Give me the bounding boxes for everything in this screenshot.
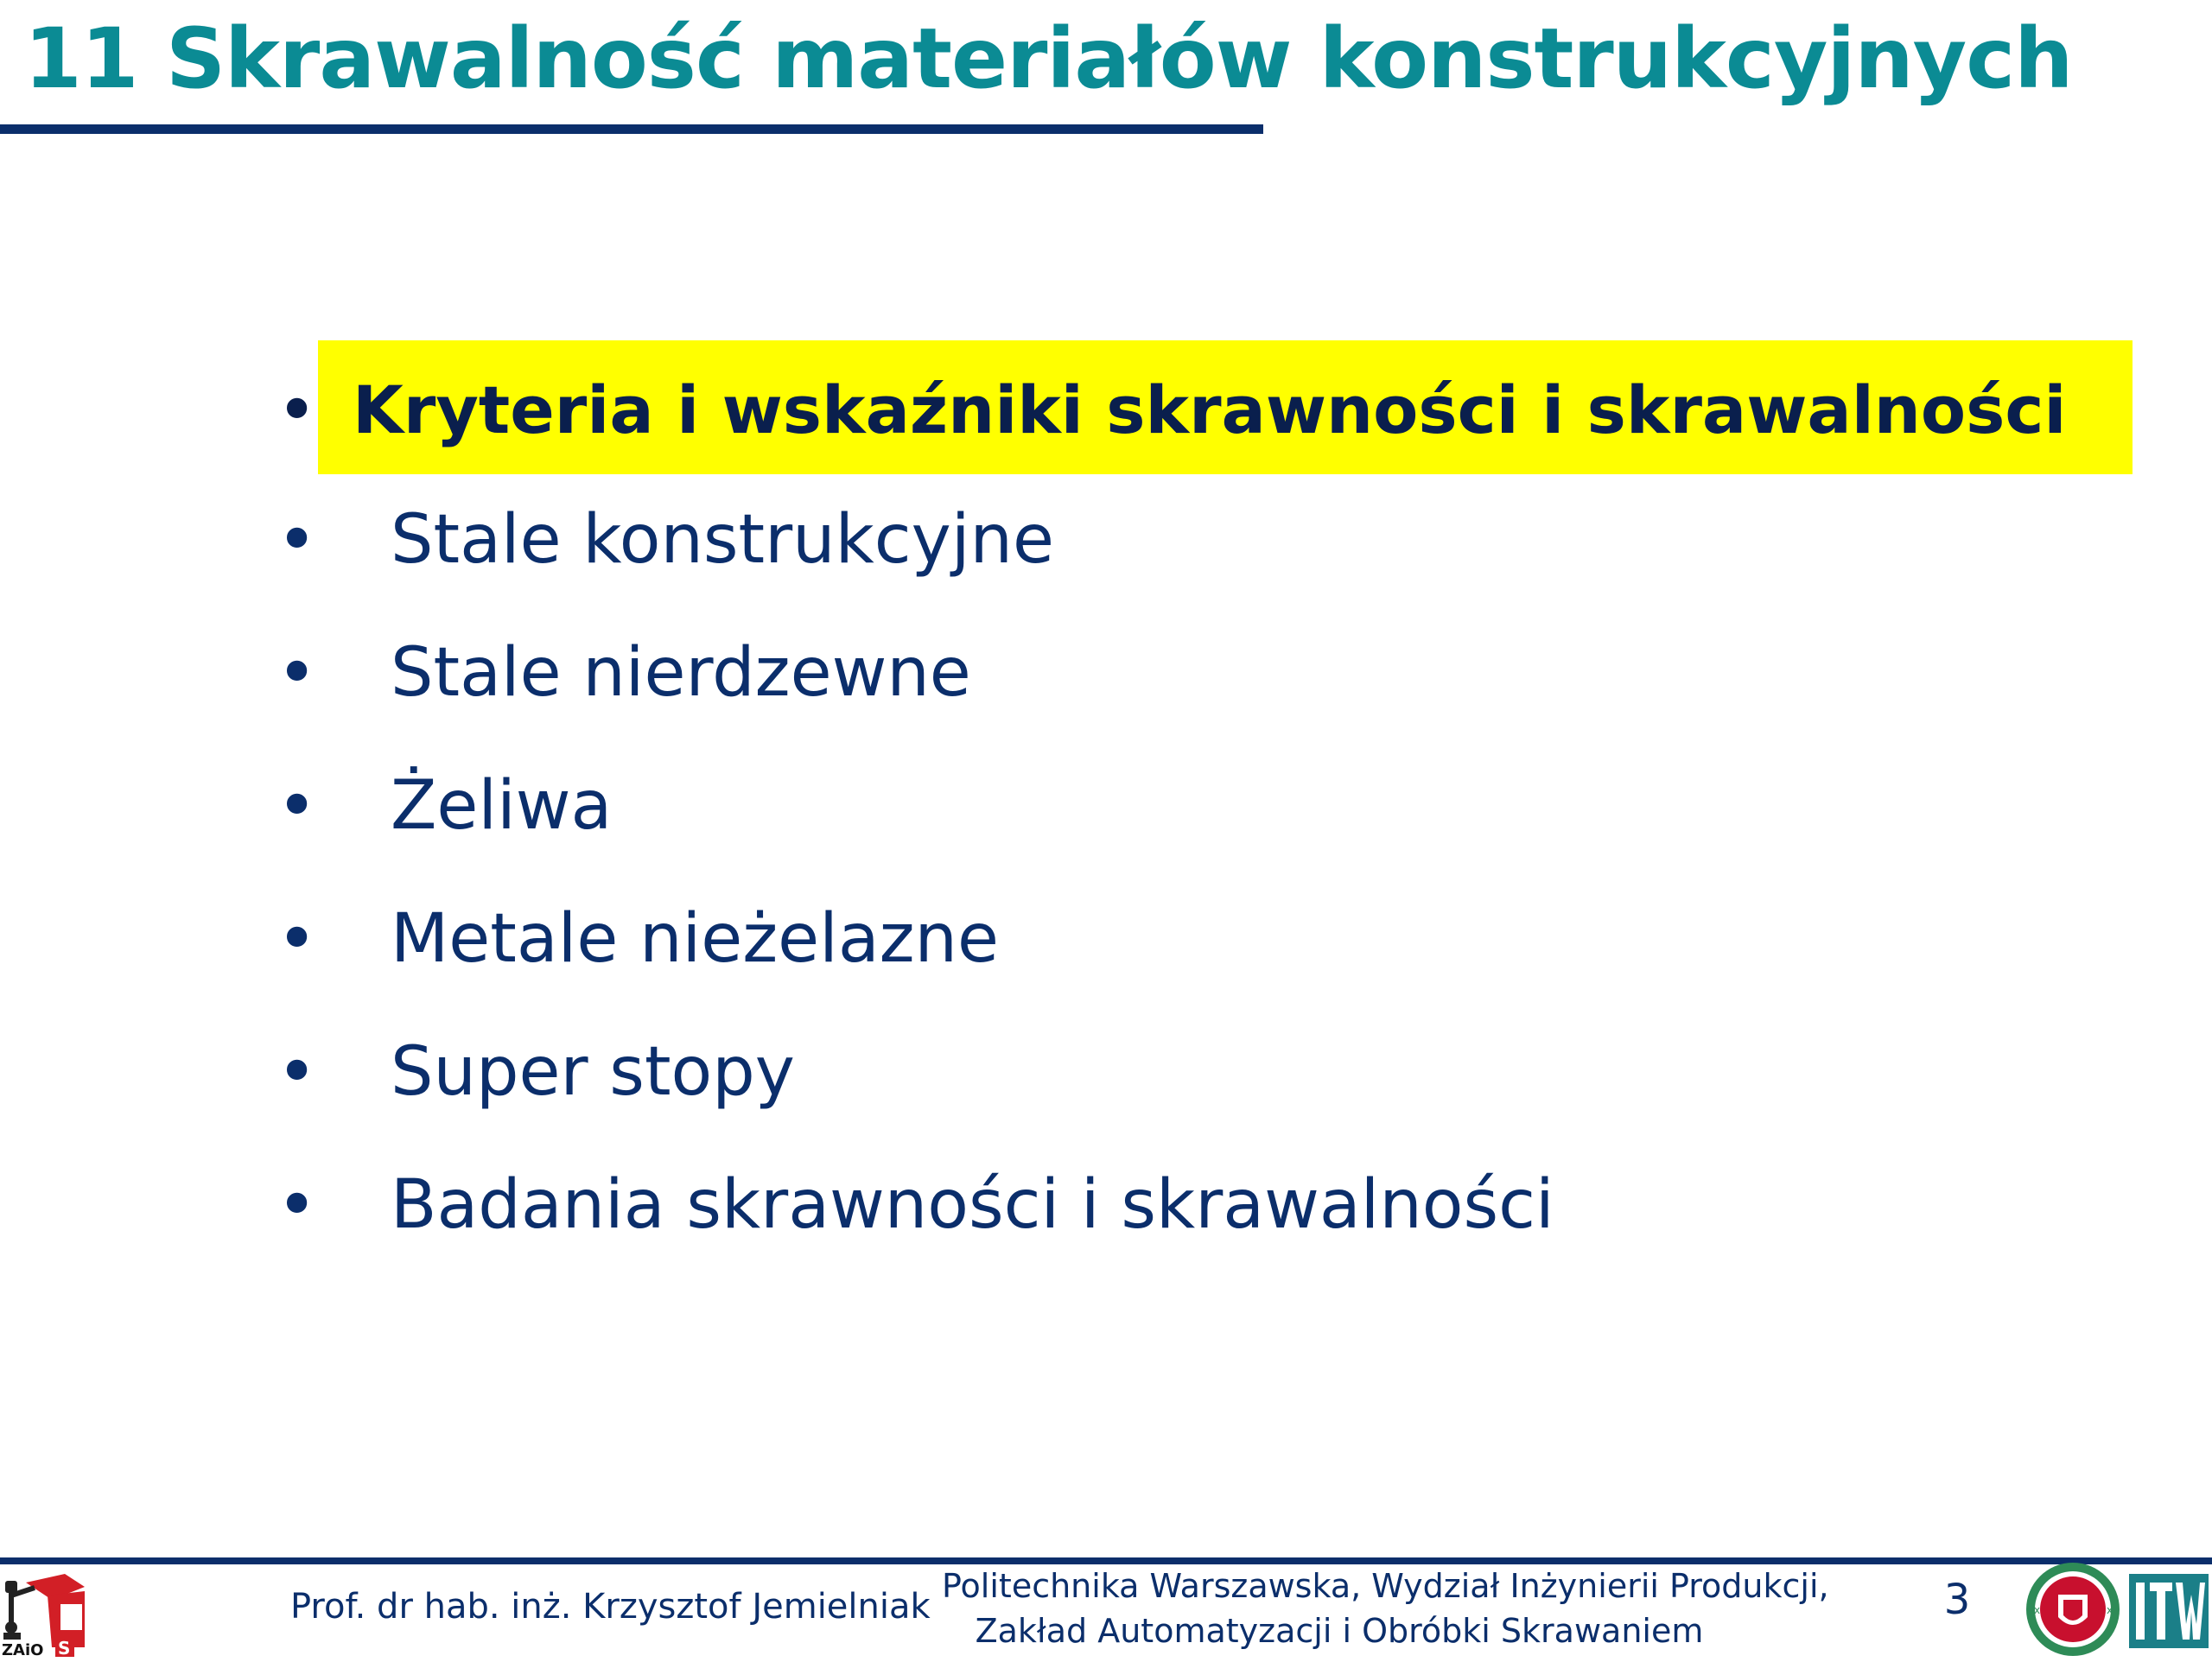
slide-title: 11 Skrawalność materiałów konstrukcyjnych [24,10,2073,107]
bullet-icon: • [276,1031,318,1112]
bullet-icon: • [276,499,318,580]
svg-text:ZAiO: ZAiO [2,1641,44,1659]
institution-line-1: Politechnika Warszawska, Wydział Inżynierii Produkcji, [942,1567,1829,1605]
zaios-logo [0,1565,91,1659]
footer-author: Prof. dr hab. inż. Krzysztof Jemielniak [290,1587,931,1627]
svg-text:x: x [2034,1604,2041,1616]
bullet-text: Badania skrawności i skrawalności [391,1166,1554,1244]
svg-text:x: x [2107,1604,2113,1616]
bullet-text: Stale nierdzewne [391,634,971,712]
page-number: 3 [1943,1576,1971,1624]
bullet-text: Metale nieżelazne [391,900,999,978]
bullet-text: Żeliwa [391,767,613,845]
footer-institution [942,1564,1829,1653]
bullet-icon: • [276,370,318,450]
svg-text:S: S [58,1638,71,1659]
bullet-text: Super stopy [391,1033,795,1111]
bullet-icon: • [276,898,318,979]
bullet-icon: • [276,632,318,713]
bullet-text: Kryteria i wskaźniki skrawności i skrawalności [353,371,2067,448]
itw-crest-icon [2024,1560,2212,1659]
institution-line-2: Zakład Automatyzacji i Obróbki Skrawaniem [975,1612,1704,1650]
bullet-text: Stale konstrukcyjne [391,501,1054,579]
bullet-icon: • [276,765,318,846]
university-logos [2024,1560,2212,1659]
bullet-icon: • [276,1164,318,1245]
zaios-logo-icon [0,1565,91,1659]
